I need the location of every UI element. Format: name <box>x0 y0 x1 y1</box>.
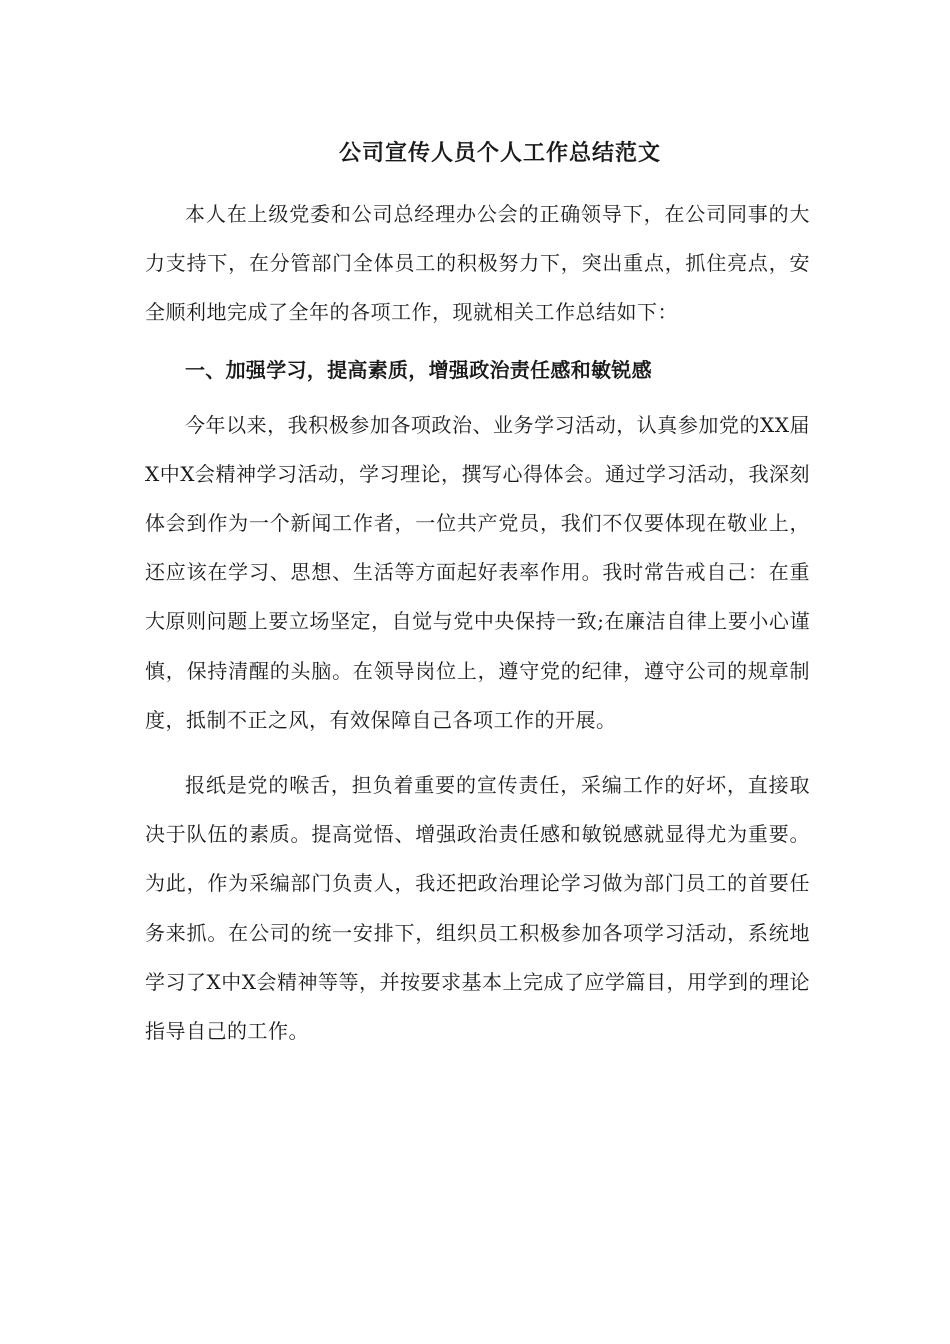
body-paragraph: 报纸是党的喉舌，担负着重要的宣传责任，采编工作的好坏，直接取决于队伍的素质。提高觉悟、增强政治责任感和敏锐感就显得尤为重要。为此，作为采编部门负责人，我还把政治理论学习做为部门员工的首要任务来抓。在公司的统一安排下，组织员工积极参加各项学习活动，系统地学习了X中X会精神等等，并按要求基本上完成了应学篇目，用学到的理论指导自己的工作。 <box>145 773 810 1044</box>
section-heading: 一、加强学习，提高素质，增强政治责任感和敏锐感 <box>185 357 652 382</box>
intro-paragraph: 本人在上级党委和公司总经理办公会的正确领导下，在公司同事的大力支持下，在分管部门全体员工的积极努力下，突出重点，抓住亮点，安全顺利地完成了全年的各项工作，现就相关工作总结如下： <box>145 202 810 325</box>
body-paragraph: 今年以来，我积极参加各项政治、业务学习活动，认真参加党的XX届X中X会精神学习活动，学习理论，撰写心得体会。通过学习活动，我深刻体会到作为一个新闻工作者，一位共产党员，我们不仅要体现在敬业上，还应该在学习、思想、生活等方面起好表率作用。我时常告戒自己：在重大原则问题上要立场坚定，自觉与党中央保持一致;在廉洁自律上要小心谨慎，保持清醒的头脑。在领导岗位上，遵守党的纪律，遵守公司的规章制度，抵制不正之风，有效保障自己各项工作的开展。 <box>145 412 810 732</box>
paragraph-spacer <box>145 745 810 761</box>
document-title: 公司宣传人员个人工作总结范文 <box>338 140 661 166</box>
document-body <box>145 190 810 1056</box>
